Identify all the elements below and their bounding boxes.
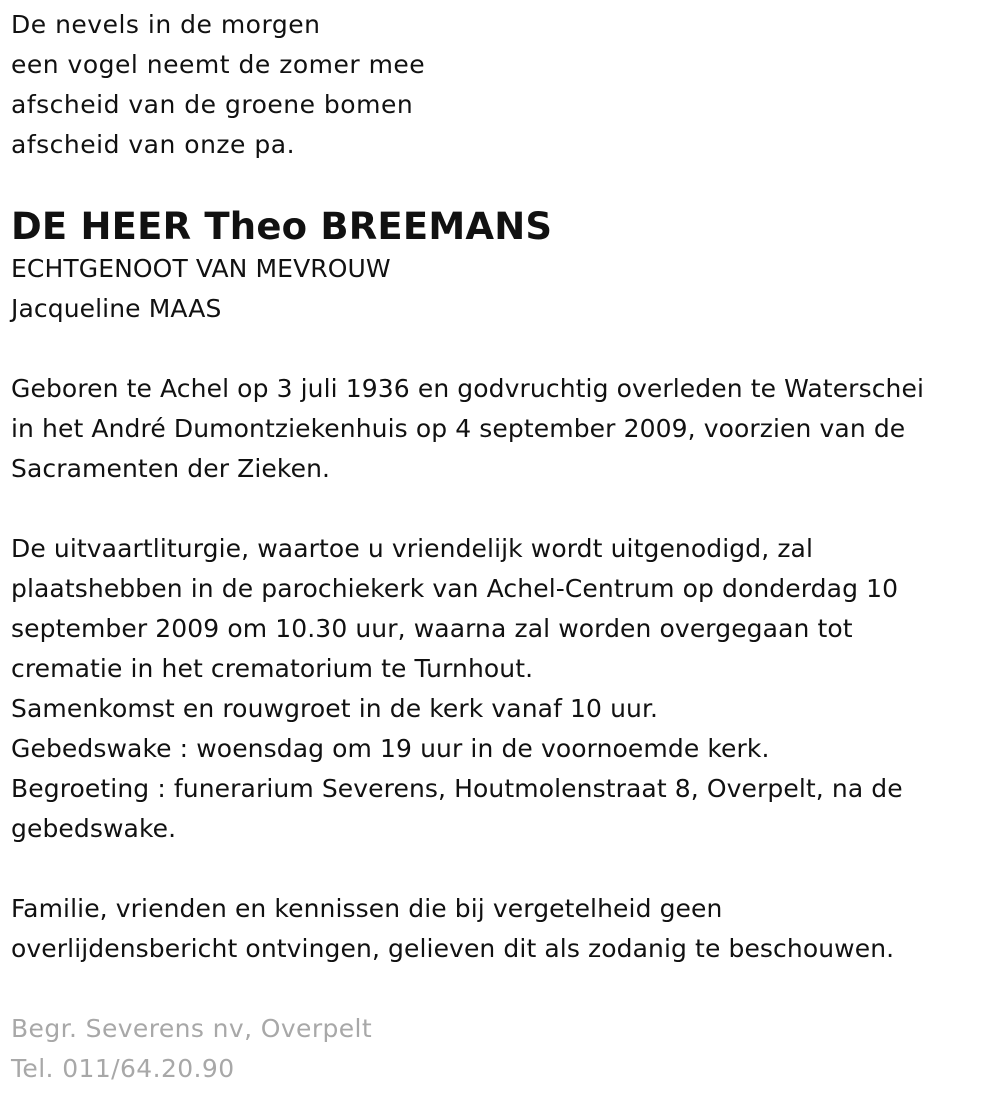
spouse-title: ECHTGENOOT VAN MEVROUW [11, 254, 391, 283]
paragraph-line: overlijdensbericht ontvingen, gelieven dit als zodanig te beschouwen. [11, 934, 895, 963]
paragraph-line: plaatshebben in de parochiekerk van Achel-Centrum op donderdag 10 [11, 574, 899, 603]
deceased-name: DE HEER Theo BREEMANS [11, 205, 553, 248]
obituary-notice [11, 5, 991, 1089]
paragraph-line: crematie in het crematorium te Turnhout. [11, 654, 534, 683]
poem-line: een vogel neemt de zomer mee [11, 50, 426, 79]
poem-line: De nevels in de morgen [11, 10, 321, 39]
paragraph-line: Gebedswake : woensdag om 19 uur in de voornoemde kerk. [11, 734, 770, 763]
spacer [11, 489, 991, 529]
poem-line: afscheid van de groene bomen [11, 90, 414, 119]
ceremony-paragraph [11, 529, 991, 849]
poem [11, 5, 991, 165]
paragraph-line: Sacramenten der Zieken. [11, 454, 331, 483]
paragraph-line: Begroeting : funerarium Severens, Houtmolenstraat 8, Overpelt, na de [11, 774, 903, 803]
birth-death-paragraph [11, 369, 991, 489]
paragraph-line: Samenkomst en rouwgroet in de kerk vanaf 10 uur. [11, 694, 659, 723]
footer [11, 1009, 991, 1089]
spacer [11, 849, 991, 889]
paragraph-line: september 2009 om 10.30 uur, waarna zal worden overgegaan tot [11, 614, 853, 643]
poem-line: afscheid van onze pa. [11, 130, 296, 159]
spacer [11, 329, 991, 369]
notice-paragraph [11, 889, 991, 969]
spouse-name: Jacqueline MAAS [11, 294, 222, 323]
paragraph-line: Geboren te Achel op 3 juli 1936 en godvruchtig overleden te Waterschei [11, 374, 925, 403]
paragraph-line: gebedswake. [11, 814, 177, 843]
spacer [11, 969, 991, 1009]
paragraph-line: De uitvaartliturgie, waartoe u vriendelijk wordt uitgenodigd, zal [11, 534, 814, 563]
paragraph-line: in het André Dumontziekenhuis op 4 september 2009, voorzien van de [11, 414, 906, 443]
deceased-block [11, 205, 991, 329]
paragraph-line: Familie, vrienden en kennissen die bij vergetelheid geen [11, 894, 723, 923]
funeral-phone: Tel. 011/64.20.90 [11, 1054, 235, 1083]
funeral-company: Begr. Severens nv, Overpelt [11, 1014, 373, 1043]
